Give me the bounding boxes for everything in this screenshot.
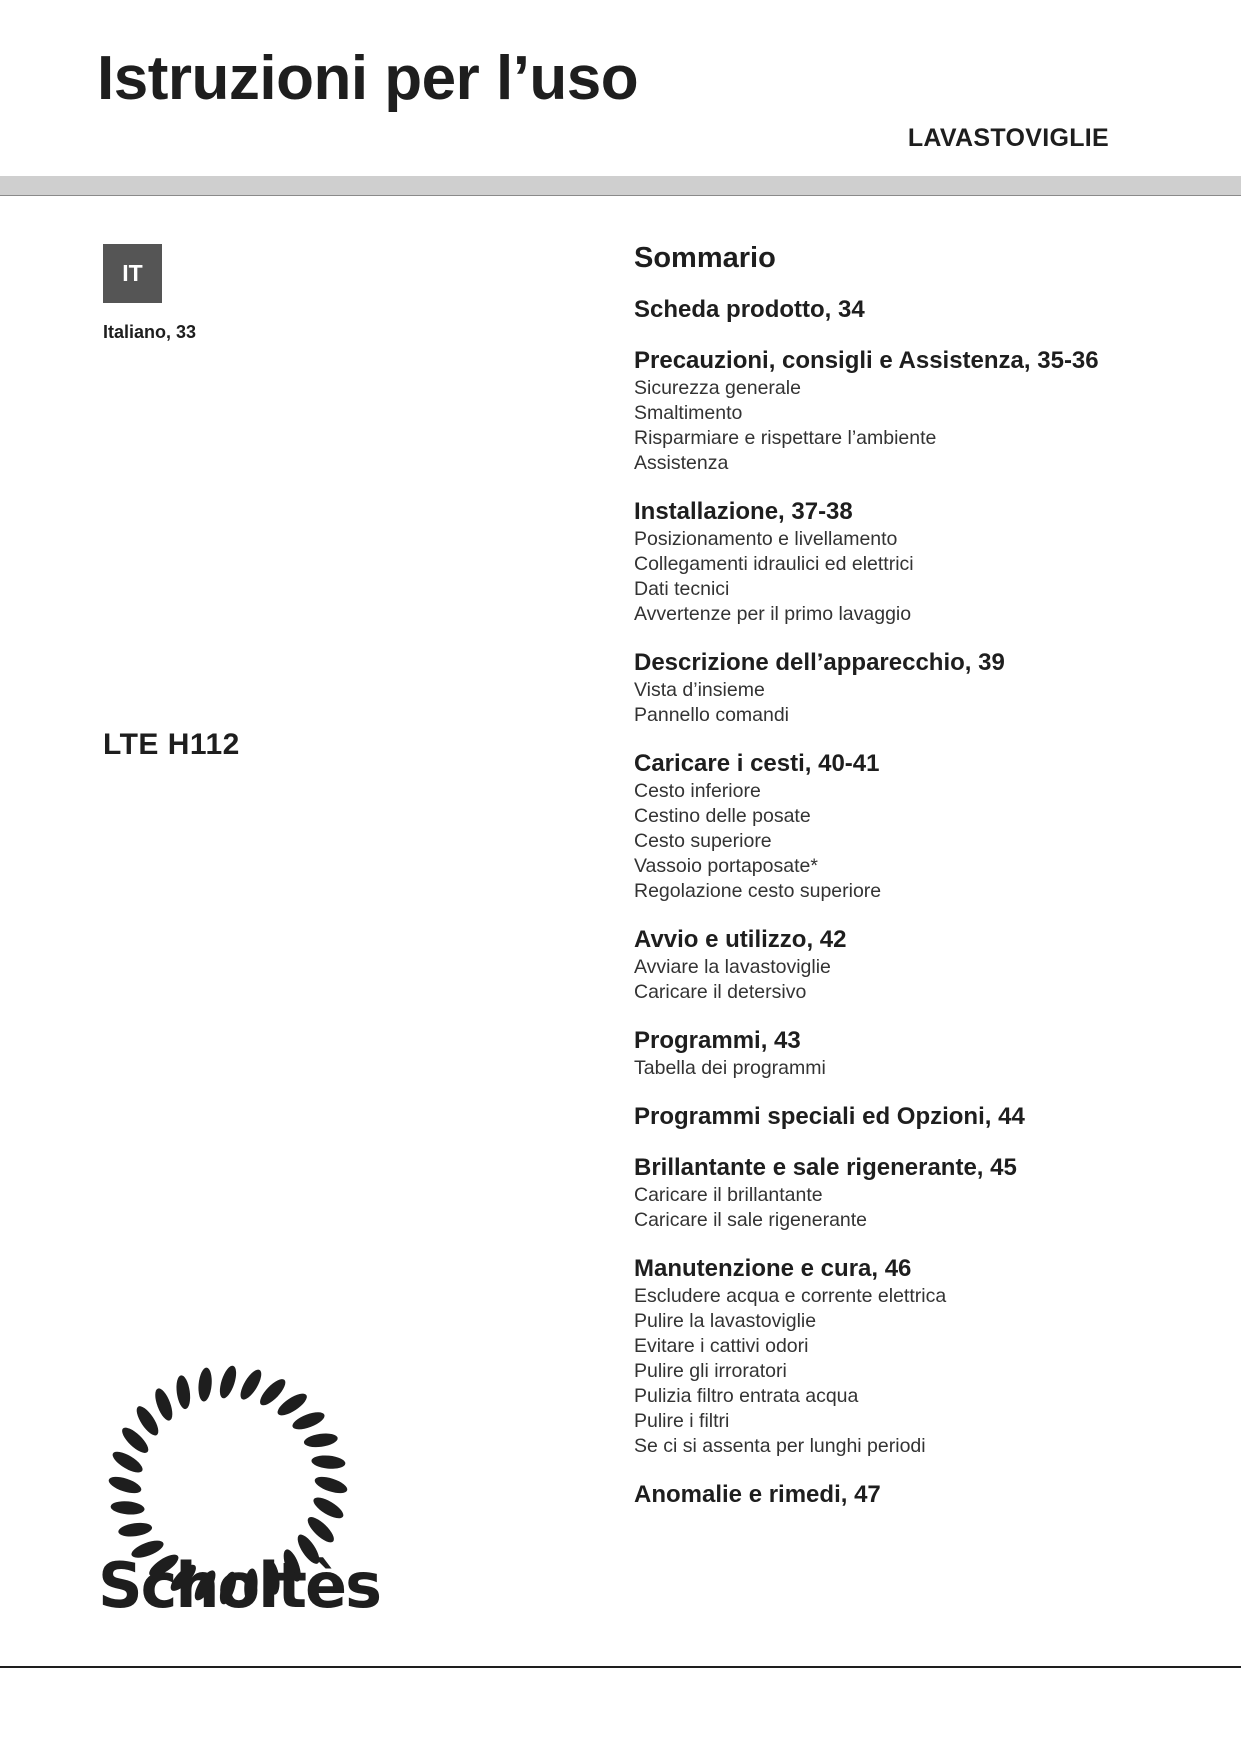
toc-heading: Sommario bbox=[634, 242, 776, 274]
language-reference: Italiano, 33 bbox=[103, 322, 197, 342]
toc-sub-item: Pulire gli irroratori bbox=[634, 1360, 787, 1382]
product-category: LAVASTOVIGLIE bbox=[907, 124, 1109, 152]
toc-sub-item: Assistenza bbox=[634, 452, 729, 474]
model-number: LTE H112 bbox=[103, 728, 240, 761]
toc-section-title: Descrizione dell’apparecchio, 39 bbox=[634, 649, 1005, 676]
toc-sub-item: Cesto superiore bbox=[634, 830, 772, 852]
logo-ray bbox=[274, 1390, 310, 1420]
brand-name: Scholtès bbox=[98, 1549, 380, 1622]
toc-sub-item: Escludere acqua e corrente elettrica bbox=[634, 1285, 947, 1307]
table-of-contents bbox=[634, 240, 1154, 1531]
toc-sub-item: Vista d’insieme bbox=[634, 679, 765, 701]
toc-sub-item: Caricare il detersivo bbox=[634, 981, 807, 1003]
toc-section-title: Avvio e utilizzo, 42 bbox=[634, 926, 847, 953]
toc-sub-item: Pulire i filtri bbox=[634, 1410, 730, 1432]
toc-sections bbox=[634, 295, 1154, 1510]
toc-section-title: Precauzioni, consigli e Assistenza, 35-36 bbox=[634, 347, 1099, 374]
toc-section-title: Programmi, 43 bbox=[634, 1027, 801, 1054]
toc-sub-item: Pulire la lavastoviglie bbox=[634, 1310, 817, 1332]
toc-section bbox=[634, 497, 1154, 627]
logo-ray bbox=[110, 1448, 146, 1477]
logo-ray bbox=[110, 1500, 145, 1516]
logo-ray bbox=[175, 1374, 192, 1409]
toc-section bbox=[634, 1153, 1154, 1233]
toc-sub-item: Tabella dei programmi bbox=[634, 1057, 826, 1079]
toc-section-title: Installazione, 37-38 bbox=[634, 498, 853, 525]
toc-sub-item: Se ci si assenta per lunghi periodi bbox=[634, 1435, 926, 1457]
logo-ray bbox=[310, 1494, 346, 1523]
toc-sub-item: Avviare la lavastoviglie bbox=[634, 956, 831, 978]
logo-ray bbox=[117, 1521, 152, 1538]
logo-ray bbox=[217, 1364, 240, 1400]
bottom-rule bbox=[0, 1666, 1241, 1668]
toc-sub-item: Caricare il sale rigenerante bbox=[634, 1209, 868, 1231]
toc-sub-item: Dati tecnici bbox=[634, 578, 730, 600]
logo-ray bbox=[303, 1432, 338, 1449]
logo-ray bbox=[237, 1367, 266, 1403]
toc-section bbox=[634, 925, 1154, 1005]
toc-sub-item: Sicurezza generale bbox=[634, 377, 801, 399]
toc-section bbox=[634, 648, 1154, 728]
logo-ray bbox=[197, 1367, 213, 1402]
toc-sub-item: Smaltimento bbox=[634, 402, 743, 424]
logo-ray bbox=[290, 1409, 326, 1433]
logo-ray bbox=[311, 1454, 346, 1470]
toc-sub-item: Regolazione cesto superiore bbox=[634, 880, 882, 902]
toc-sub-item: Cesto inferiore bbox=[634, 780, 761, 802]
logo-ray bbox=[313, 1474, 349, 1497]
toc-sub-item: Pulizia filtro entrata acqua bbox=[634, 1385, 859, 1407]
toc-section-title: Caricare i cesti, 40-41 bbox=[634, 750, 880, 777]
toc-sub-item: Avvertenze per il primo lavaggio bbox=[634, 603, 912, 625]
toc-sub-item: Caricare il brillantante bbox=[634, 1184, 823, 1206]
toc-section bbox=[634, 1102, 1154, 1132]
toc-sub-item: Vassoio portaposate* bbox=[634, 855, 818, 877]
language-badge: IT bbox=[103, 244, 162, 303]
logo-ray bbox=[107, 1474, 143, 1497]
toc-section-title: Brillantante e sale rigenerante, 45 bbox=[634, 1154, 1017, 1181]
toc-section bbox=[634, 295, 1154, 325]
toc-section-title: Scheda prodotto, 34 bbox=[634, 296, 865, 323]
toc-section-title: Anomalie e rimedi, 47 bbox=[634, 1481, 881, 1508]
toc-sub-item: Cestino delle posate bbox=[634, 805, 811, 827]
toc-section-title: Programmi speciali ed Opzioni, 44 bbox=[634, 1103, 1025, 1130]
toc-sub-item: Collegamenti idraulici ed elettrici bbox=[634, 553, 914, 575]
toc-section bbox=[634, 1254, 1154, 1459]
toc-section bbox=[634, 1026, 1154, 1081]
toc-section-title: Manutenzione e cura, 46 bbox=[634, 1255, 912, 1282]
toc-sub-item: Risparmiare e rispettare l’ambiente bbox=[634, 427, 937, 449]
logo-ray bbox=[133, 1403, 163, 1439]
toc-section bbox=[634, 346, 1154, 476]
header-band bbox=[0, 176, 1241, 196]
toc-section bbox=[634, 749, 1154, 904]
logo-ray bbox=[152, 1386, 176, 1422]
toc-section bbox=[634, 1480, 1154, 1510]
toc-sub-item: Evitare i cattivi odori bbox=[634, 1335, 809, 1357]
toc-sub-item: Pannello comandi bbox=[634, 704, 790, 726]
page-title: Istruzioni per l’uso bbox=[97, 44, 639, 113]
toc-sub-item: Posizionamento e livellamento bbox=[634, 528, 898, 550]
